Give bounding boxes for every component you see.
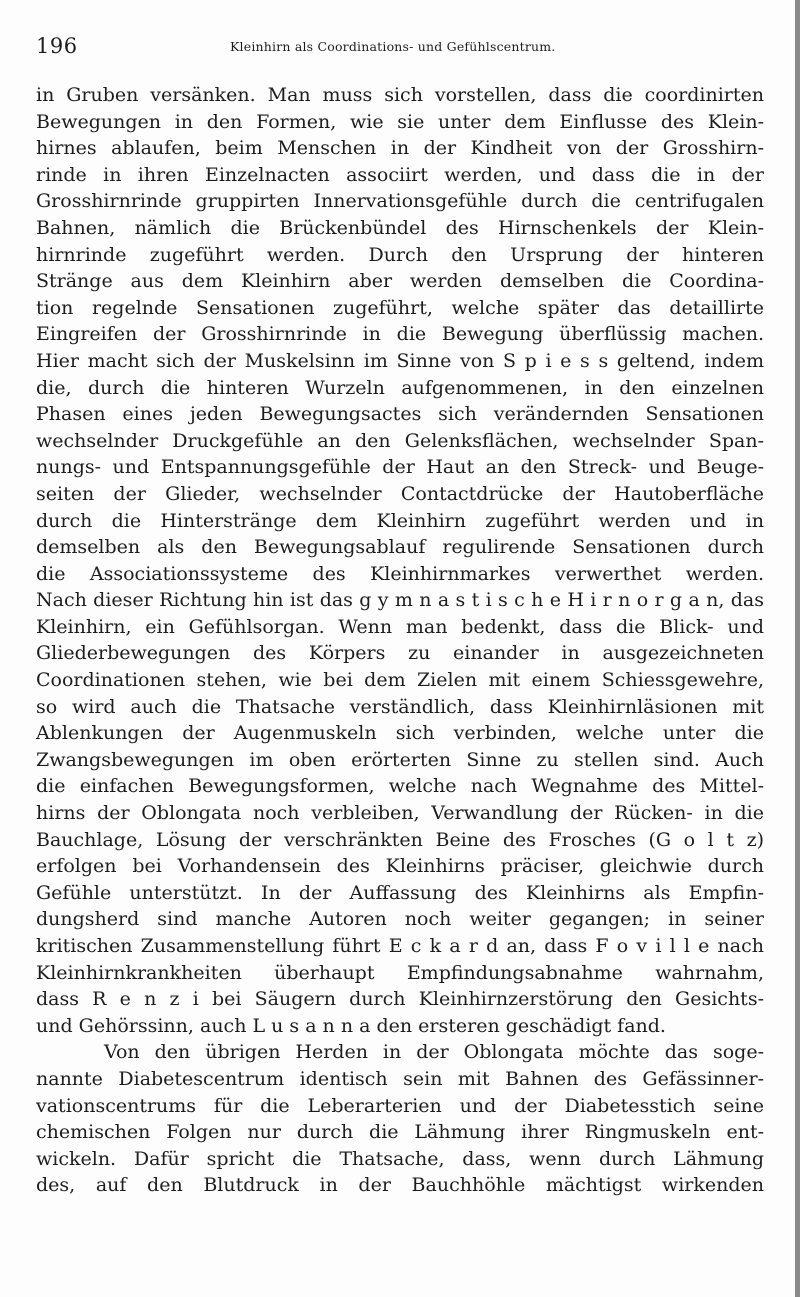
text-line: Bewegungen in den Formen, wie sie unter dem Einflusse des Klein-: [36, 110, 764, 133]
body-text: [36, 82, 764, 1199]
page-number: 196: [36, 34, 78, 58]
text-line: Bahnen, nämlich die Brückenbündel des Hirnschenkels der Klein-: [36, 216, 764, 239]
text-line: die Associationssysteme des Kleinhirnmarkes verwerthet werden.: [36, 562, 764, 585]
text-line: des, auf den Blutdruck in der Bauchhöhle mächtigst wirkenden: [36, 1174, 764, 1197]
text-line: erfolgen bei Vorhandensein des Kleinhirns präciser, gleichwie durch: [36, 855, 764, 878]
paragraph-first-line: Von den übrigen Herden in der Oblongata möchte das soge-: [104, 1041, 764, 1064]
text-line: Kleinhirnkrankheiten überhaupt Empfindungsabnahme wahrnahm,: [36, 961, 764, 984]
text-line: dungsherd sind manche Autoren noch weiter gegangen; in seiner: [36, 908, 764, 931]
text-line: Eingreifen der Grosshirnrinde in die Bewegung überflüssig machen.: [36, 323, 764, 346]
text-line: hirns der Oblongata noch verbleiben, Verwandlung der Rücken- in die: [36, 802, 764, 825]
text-line: Grosshirnrinde gruppirten Innervationsgefühle durch die centrifugalen: [36, 190, 764, 213]
text-line: Bauchlage, Lösung der verschränkten Beine des Frosches (G o l t z): [36, 828, 764, 851]
text-line: Phasen eines jeden Bewegungsactes sich verändernden Sensationen: [36, 403, 764, 426]
text-line: die, durch die hinteren Wurzeln aufgenommenen, in den einzelnen: [36, 376, 764, 399]
text-line: Kleinhirn, ein Gefühlsorgan. Wenn man bedenkt, dass die Blick- und: [36, 615, 764, 638]
text-line: wechselnder Druckgefühle an den Gelenksflächen, wechselnder Span-: [36, 429, 764, 452]
text-line: hirnrinde zugeführt werden. Durch den Ursprung der hinteren: [36, 243, 764, 266]
paragraph-last-line: und Gehörssinn, auch L u s a n n a den ersteren geschädigt fand.: [36, 1014, 666, 1037]
text-line: tion regelnde Sensationen zugeführt, welche später das detaillirte: [36, 296, 764, 319]
text-line: chemischen Folgen nur durch die Lähmung ihrer Ringmuskeln ent-: [36, 1121, 764, 1144]
text-line: wickeln. Dafür spricht die Thatsache, dass, wenn durch Lähmung: [36, 1147, 764, 1170]
text-line: hirnes ablaufen, beim Menschen in der Kindheit von der Grosshirn-: [36, 137, 764, 160]
text-line: Stränge aus dem Kleinhirn aber werden demselben die Coordina-: [36, 270, 764, 293]
text-line: Gefühle unterstützt. In der Auffassung des Kleinhirns als Empfin-: [36, 881, 764, 904]
text-line: seiten der Glieder, wechselnder Contactdrücke der Hautoberfläche: [36, 482, 764, 505]
text-line: Ablenkungen der Augenmuskeln sich verbinden, welche unter die: [36, 722, 764, 745]
text-line: demselben als den Bewegungsablauf regulirende Sensationen durch: [36, 536, 764, 559]
text-line: Nach dieser Richtung hin ist das g y m n a s t i s c h e H i r n o r g a n, das: [36, 589, 764, 612]
running-title: Kleinhirn als Coordinations- und Gefühlscentrum.: [230, 39, 556, 54]
text-line: dass R e n z i bei Säugern durch Kleinhirnzerstörung den Gesichts-: [36, 988, 764, 1011]
text-line: Zwangsbewegungen im oben erörterten Sinne zu stellen sind. Auch: [36, 748, 764, 771]
text-line: kritischen Zusammenstellung führt E c k a r d an, dass F o v i l l e nach: [36, 935, 764, 957]
text-line: Hier macht sich der Muskelsinn im Sinne von S p i e s s geltend, indem: [36, 349, 764, 372]
text-line: Coordinationen stehen, wie bei dem Zielen mit einem Schiessgewehre,: [36, 669, 764, 692]
text-line: durch die Hinterstränge dem Kleinhirn zugeführt werden und in: [36, 509, 764, 532]
text-line: die einfachen Bewegungsformen, welche nach Wegnahme des Mittel-: [36, 775, 764, 798]
text-line: rinde in ihren Einzelnacten associirt werden, und dass die in der: [36, 163, 764, 186]
text-line: so wird auch die Thatsache verständlich, dass Kleinhirnläsionen mit: [36, 695, 764, 718]
text-line: Gliederbewegungen des Körpers zu einander in ausgezeichneten: [36, 642, 764, 665]
text-line: nannte Diabetescentrum identisch sein mit Bahnen des Gefässinner-: [36, 1067, 764, 1090]
page-header: [36, 34, 764, 60]
text-line: nungs- und Entspannungsgefühle der Haut an den Streck- und Beuge-: [36, 456, 764, 479]
text-line: vationscentrums für die Leberarterien und der Diabetesstich seine: [36, 1094, 764, 1117]
text-line: in Gruben versänken. Man muss sich vorstellen, dass die coordinirten: [36, 84, 764, 106]
page-edge-shadow: [795, 0, 800, 1297]
